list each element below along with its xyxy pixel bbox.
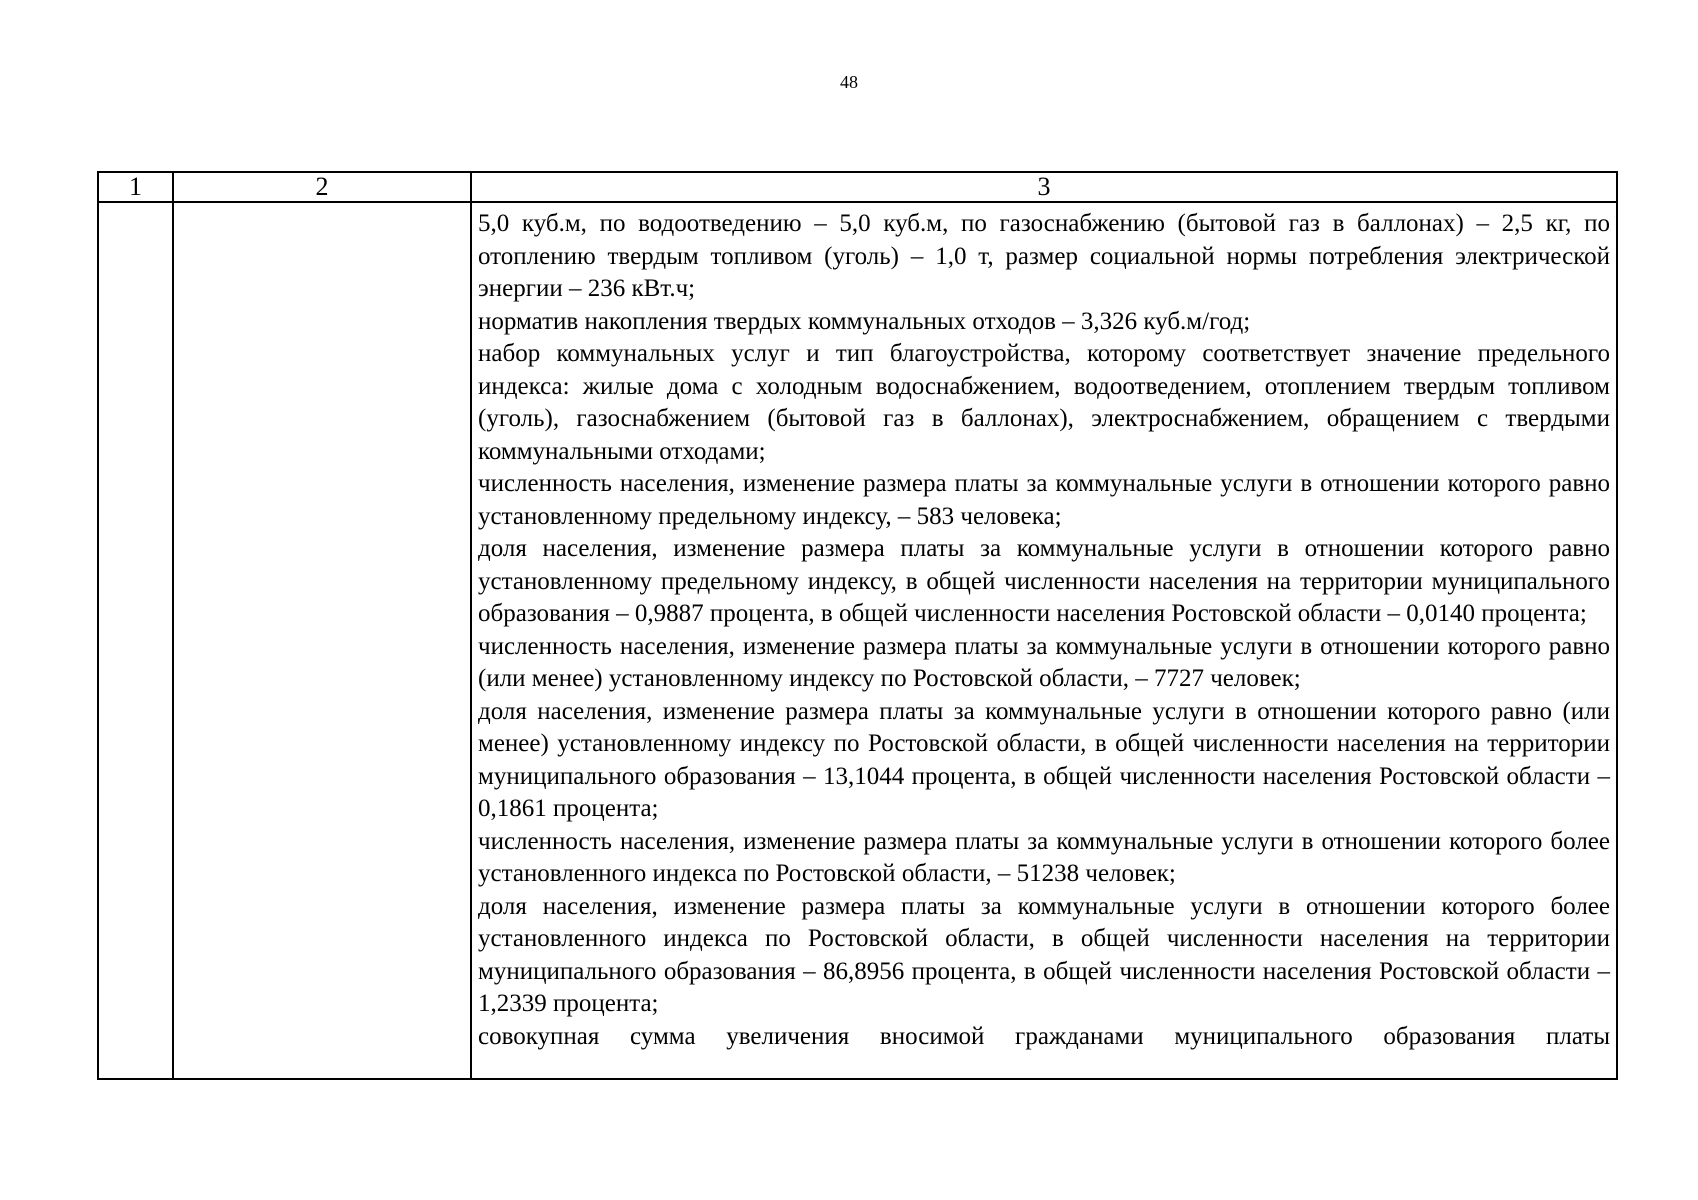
paragraph-waste-norm: норматив накопления твердых коммунальных отходов – 3,326 куб.м/год; bbox=[478, 307, 1251, 335]
paragraph-total-increase: совокупная сумма увеличения вносимой гражданами муниципального образования платы bbox=[478, 1022, 1610, 1050]
paragraph-population-equal-or-less: численность населения, изменение размера платы за коммунальные услуги в отношении которого равно (или менее) установленному индексу по Ростовской области, – 7727 человек; bbox=[478, 632, 1610, 692]
document-table bbox=[97, 171, 1618, 1080]
row-cell-1 bbox=[98, 202, 173, 1079]
paragraph-utility-norms: 5,0 куб.м, по водоотведению – 5,0 куб.м, по газоснабжению (бытовой газ в баллонах) – 2,5 кг, по отоплению твердым топливом (уголь) – 1,0 т, размер социальной нормы потребления электрической энергии – 236 кВт.ч; bbox=[478, 210, 1610, 302]
table-header-row bbox=[98, 172, 1617, 202]
header-cell-3: 3 bbox=[471, 172, 1617, 202]
paragraph-share-equal-or-less: доля населения, изменение размера платы за коммунальные услуги в отношении которого равно (или менее) установленному индексу по Ростовской области, в общей численности населения на территории муниципального образования – 13,1044 процента, в общей численности населения Ростовской области – 0,1861 процента; bbox=[478, 697, 1610, 822]
paragraph-service-set: набор коммунальных услуг и тип благоустройства, которому соответствует значение предельного индекса: жилые дома с холодным водоснабжением, водоотведением, отоплением твердым топливом (уголь), газоснабжением (бытовой газ в баллонах), электроснабжением, обращением с твердыми коммунальными отходами; bbox=[478, 340, 1610, 465]
header-cell-2: 2 bbox=[173, 172, 471, 202]
paragraph-share-more: доля населения, изменение размера платы за коммунальные услуги в отношении которого более установленного индекса по Ростовской области, в общей численности населения на территории муниципального образования – 86,8956 процента, в общей численности населения Ростовской области – 1,2339 процента; bbox=[478, 892, 1610, 1017]
paragraph-population-more: численность населения, изменение размера платы за коммунальные услуги в отношении которого более установленного индекса по Ростовской области, – 51238 человек; bbox=[478, 827, 1610, 887]
row-cell-2 bbox=[173, 202, 471, 1079]
header-cell-1: 1 bbox=[98, 172, 173, 202]
row-cell-3 bbox=[471, 202, 1617, 1079]
table-row bbox=[98, 202, 1617, 1079]
cell-text bbox=[472, 203, 1616, 1078]
paragraph-share-equal: доля населения, изменение размера платы за коммунальные услуги в отношении которого равно установленному предельному индексу, в общей численности населения на территории муниципального образования – 0,9887 процента, в общей численности населения Ростовской области – 0,0140 процента; bbox=[478, 535, 1610, 627]
paragraph-population-equal: численность населения, изменение размера платы за коммунальные услуги в отношении которого равно установленному предельному индексу, – 583 человека; bbox=[478, 470, 1610, 530]
page-number: 48 bbox=[840, 72, 858, 92]
